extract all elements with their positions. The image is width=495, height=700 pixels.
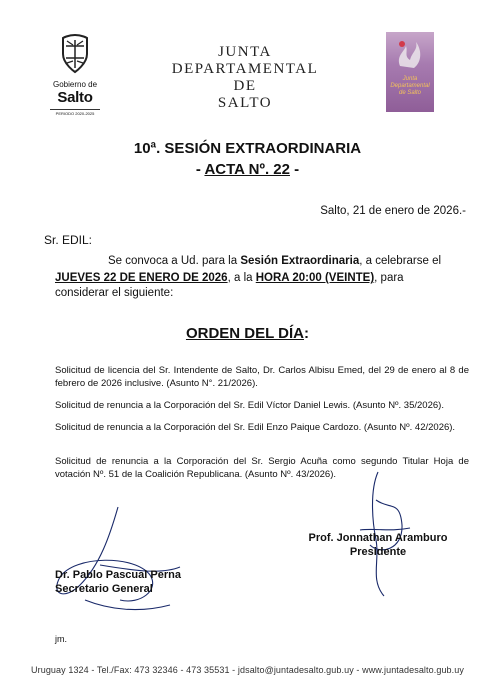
agenda-item: Solicitud de licencia del Sr. Intendente de Salto, Dr. Carlos Albisu Emed, del 29 de enero al 8 de febrero de 2026 inclusive. (Asunto N°. 21/2026). bbox=[55, 365, 469, 389]
president-role: Presidente bbox=[349, 546, 407, 558]
junta-logo-line: Junta bbox=[402, 76, 418, 82]
convocation-line bbox=[55, 271, 466, 286]
session-day: JUEVES 22 DE ENERO DE 2026 bbox=[55, 272, 228, 284]
acta-label: ACTA Nº. 22 bbox=[204, 161, 290, 178]
secretary-signature-block bbox=[55, 568, 235, 596]
secretary-name: Dr. Pablo Pascual Perna bbox=[55, 569, 181, 581]
footer-contact: Uruguay 1324 - Tel./Fax: 473 32346 - 473 35531 - jdsalto@juntadesalto.gub.uy - www.juntadesalto.gub.uy bbox=[31, 665, 464, 675]
acta-suffix: - bbox=[289, 161, 300, 178]
acta-prefix: - bbox=[195, 161, 205, 178]
logo-text-line1: Gobierno de bbox=[52, 80, 98, 89]
title-line: JUNTA bbox=[218, 44, 272, 60]
text-span: Se convoca a Ud. para la bbox=[108, 255, 241, 267]
convocation-line bbox=[55, 254, 466, 269]
text-span: , a la bbox=[227, 272, 256, 284]
session-type: Sesión Extraordinaria bbox=[240, 255, 360, 267]
flame-icon bbox=[394, 38, 424, 72]
logo-text-line2: Salto bbox=[57, 89, 93, 106]
institution-title bbox=[150, 44, 340, 112]
coat-of-arms-icon bbox=[60, 34, 90, 74]
president-signature-block bbox=[288, 531, 468, 559]
junta-logo-line: de Salto bbox=[398, 90, 422, 96]
session-title: 10ª. SESIÓN EXTRAORDINARIA bbox=[133, 140, 362, 157]
title-line: SALTO bbox=[217, 95, 273, 111]
agenda-item: Solicitud de renuncia a la Corporación del Sr. Edil Enzo Paique Cardozo. (Asunto Nº. 42/2026). bbox=[55, 422, 456, 433]
convocation-paragraph bbox=[55, 254, 466, 301]
logo-text-line3: PERIODO 2020-2025 bbox=[50, 109, 100, 116]
title-line: DEPARTAMENTAL bbox=[171, 61, 319, 77]
text-span: , para bbox=[374, 272, 404, 284]
document-date: Salto, 21 de enero de 2026.- bbox=[320, 205, 466, 217]
junta-logo bbox=[386, 32, 434, 112]
session-hour: HORA 20:00 (VEINTE) bbox=[255, 272, 375, 284]
secretary-role: Secretario General bbox=[55, 583, 153, 595]
secretary-signature bbox=[40, 505, 190, 620]
typist-initials: jm. bbox=[55, 634, 67, 644]
salutation: Sr. EDIL: bbox=[44, 233, 93, 247]
agenda-item: Solicitud de renuncia a la Corporación del Sr. Edil Víctor Daniel Lewis. (Asunto Nº. 35/2026). bbox=[55, 400, 444, 411]
president-name: Prof. Jonnathan Aramburo bbox=[308, 532, 448, 544]
agenda-title bbox=[0, 325, 495, 342]
junta-logo-text bbox=[388, 76, 432, 97]
text-span: , a celebrarse el bbox=[359, 255, 442, 267]
agenda-title-colon: : bbox=[304, 325, 310, 342]
gobierno-salto-logo bbox=[46, 34, 104, 118]
agenda-item: Solicitud de renuncia a la Corporación del Sr. Sergio Acuña como segundo Titular Hoja de votación Nº. 51 de la Coalición Republicana. (Asunto Nº. 43/2026). bbox=[55, 456, 469, 480]
acta-number bbox=[0, 161, 495, 178]
agenda-title-text: ORDEN DEL DÍA bbox=[185, 325, 305, 342]
junta-logo-line: Departamental bbox=[390, 83, 430, 89]
title-line: DE bbox=[233, 78, 257, 94]
convocation-line: considerar el siguiente: bbox=[55, 287, 174, 299]
